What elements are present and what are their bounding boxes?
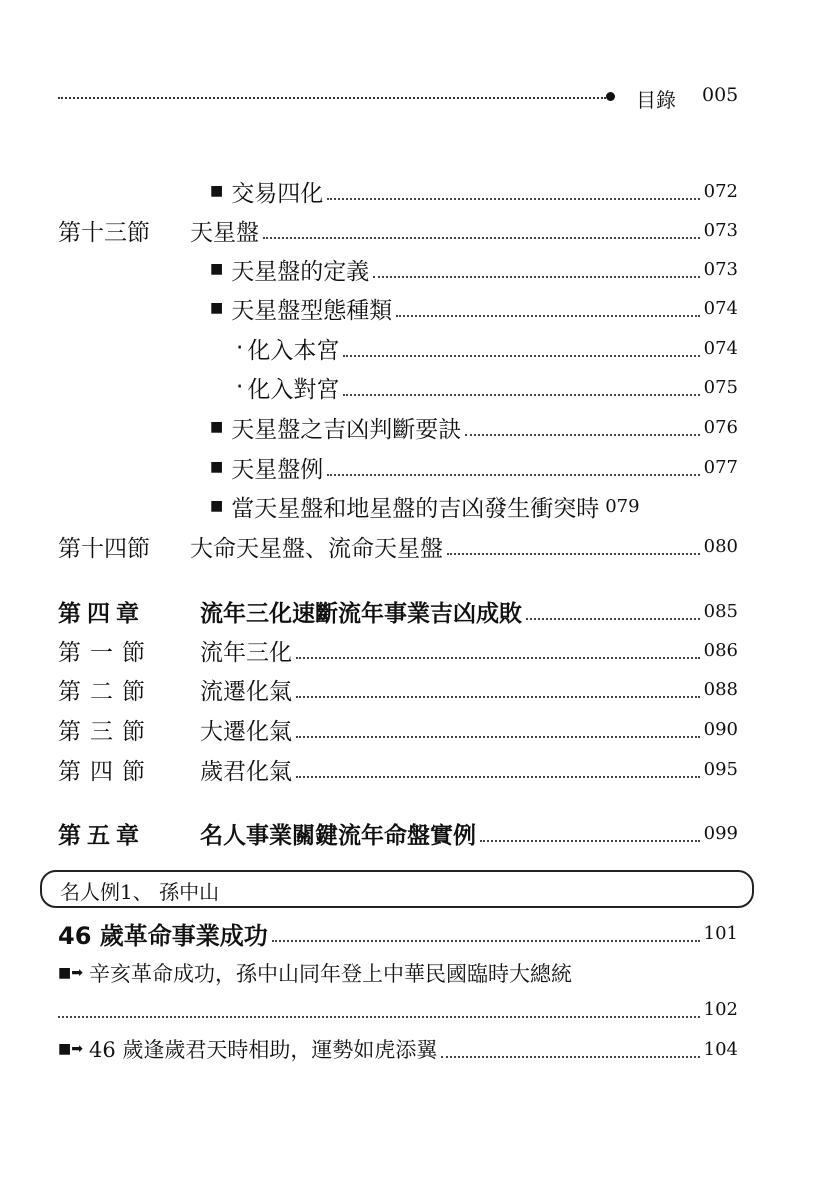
section-label: 第一節 — [58, 639, 154, 666]
dot-leader — [465, 410, 699, 444]
entry-title: 天星盤例 — [231, 456, 324, 483]
toc-section-entry[interactable] — [58, 633, 738, 667]
toc-entry[interactable] — [210, 174, 738, 208]
middle-dot-icon: · — [236, 374, 244, 400]
entry-title: 天星盤型態種類 — [231, 297, 393, 324]
dot-leader — [447, 529, 700, 563]
dot-leader — [296, 712, 700, 746]
square-bullet-icon: ■ — [210, 183, 224, 199]
section-label: 第十三節 — [58, 219, 150, 246]
example-item-text: 辛亥革命成功，孫中山同年登上中華民國臨時大總統 — [88, 962, 572, 986]
entry-title: 交易四化 — [231, 180, 324, 207]
entry-title: 大命天星盤、流命天星盤 — [190, 535, 443, 562]
entry-title: 流年三化 — [200, 639, 292, 666]
square-bullet-icon: ■ — [210, 459, 224, 475]
entry-title: 當天星盤和地星盤的吉凶發生衝突時 — [231, 495, 600, 522]
entry-page: 090 — [703, 718, 738, 740]
toc-entry[interactable] — [210, 410, 738, 444]
square-bullet-icon: ■ — [210, 498, 224, 514]
header-page-number: 005 — [702, 84, 739, 106]
entry-page: 072 — [703, 180, 738, 202]
example-item-leader[interactable] — [58, 992, 738, 1026]
dot-leader — [396, 291, 699, 325]
entry-title: 名人事業關鍵流年命盤實例 — [200, 822, 476, 849]
example-item-text: 46 歲逢歲君天時相助，運勢如虎添翼 — [88, 1038, 438, 1062]
entry-page: 085 — [703, 600, 738, 622]
square-bullet-icon: ■ — [210, 419, 224, 435]
header-title: 目錄 — [636, 88, 676, 112]
entry-page: 088 — [703, 678, 738, 700]
section-label: 第三節 — [58, 718, 154, 745]
entry-page: 076 — [703, 416, 738, 438]
entry-page: 073 — [703, 258, 738, 280]
section-label: 第二節 — [58, 678, 154, 705]
section-label: 第四節 — [58, 758, 154, 785]
entry-page: 074 — [703, 337, 738, 359]
entry-page: 075 — [703, 376, 738, 398]
page-header — [58, 84, 738, 114]
entry-page: 086 — [703, 639, 738, 661]
dot-leader — [296, 752, 700, 786]
example-banner — [40, 870, 754, 908]
toc-entry[interactable] — [210, 252, 738, 286]
middle-dot-icon: · — [236, 335, 244, 361]
entry-title: 流年三化速斷流年事業吉凶成敗 — [200, 600, 522, 627]
toc-section-entry[interactable] — [58, 672, 738, 706]
entry-page: 079 — [605, 495, 640, 517]
example-item[interactable] — [58, 956, 738, 990]
entry-page: 074 — [703, 297, 738, 319]
entry-page: 095 — [703, 758, 738, 780]
dot-leader — [526, 594, 700, 628]
example-banner-label: 名人例1、 孫中山 — [60, 880, 220, 904]
toc-entry[interactable] — [210, 489, 738, 523]
toc-section-entry[interactable] — [58, 213, 738, 247]
entry-title: 化入對宮 — [247, 376, 340, 403]
toc-chapter-entry[interactable] — [58, 816, 738, 850]
entry-page: 101 — [703, 922, 738, 944]
entry-page: 102 — [703, 998, 738, 1020]
chapter-label: 第四章 — [58, 600, 145, 627]
entry-page: 073 — [703, 219, 738, 241]
dot-leader — [296, 672, 700, 706]
toc-subentry[interactable] — [236, 331, 738, 365]
dot-leader — [343, 370, 699, 404]
example-item[interactable] — [58, 1032, 738, 1066]
dot-leader — [327, 174, 699, 208]
header-bullet-icon — [606, 92, 615, 101]
chapter-label: 第五章 — [58, 822, 145, 849]
toc-section-entry[interactable] — [58, 752, 738, 786]
example-title: 46 歲革命事業成功 — [58, 921, 268, 950]
entry-page: 080 — [703, 535, 738, 557]
example-title-entry[interactable] — [58, 916, 738, 950]
toc-section-entry[interactable] — [58, 529, 738, 563]
entry-title: 化入本宮 — [247, 337, 340, 364]
dot-leader — [480, 816, 700, 850]
square-bullet-icon: ■ — [210, 261, 224, 277]
toc-subentry[interactable] — [236, 370, 738, 404]
dot-leader — [272, 916, 700, 950]
entry-title: 天星盤的定義 — [231, 258, 370, 285]
dot-leader — [373, 252, 699, 286]
entry-page: 104 — [703, 1038, 738, 1060]
toc-entry[interactable] — [210, 291, 738, 325]
entry-page: 099 — [703, 822, 738, 844]
dot-leader — [58, 992, 700, 1026]
dot-leader — [263, 213, 700, 247]
dot-leader — [343, 331, 699, 365]
arrow-icon: ■➡ — [58, 1041, 83, 1057]
dot-leader — [327, 450, 699, 484]
entry-page: 077 — [703, 456, 738, 478]
section-label: 第十四節 — [58, 535, 150, 562]
entry-title: 流遷化氣 — [200, 678, 292, 705]
square-bullet-icon: ■ — [210, 300, 224, 316]
toc-section-entry[interactable] — [58, 712, 738, 746]
toc-chapter-entry[interactable] — [58, 594, 738, 628]
toc-entry[interactable] — [210, 450, 738, 484]
entry-title: 大遷化氣 — [200, 718, 292, 745]
dot-leader — [441, 1032, 699, 1066]
header-dotted-rule — [58, 97, 606, 99]
arrow-icon: ■➡ — [58, 965, 83, 981]
dot-leader — [296, 633, 700, 667]
entry-title: 歲君化氣 — [200, 758, 292, 785]
entry-title: 天星盤 — [190, 219, 259, 246]
entry-title: 天星盤之吉凶判斷要訣 — [231, 416, 462, 443]
